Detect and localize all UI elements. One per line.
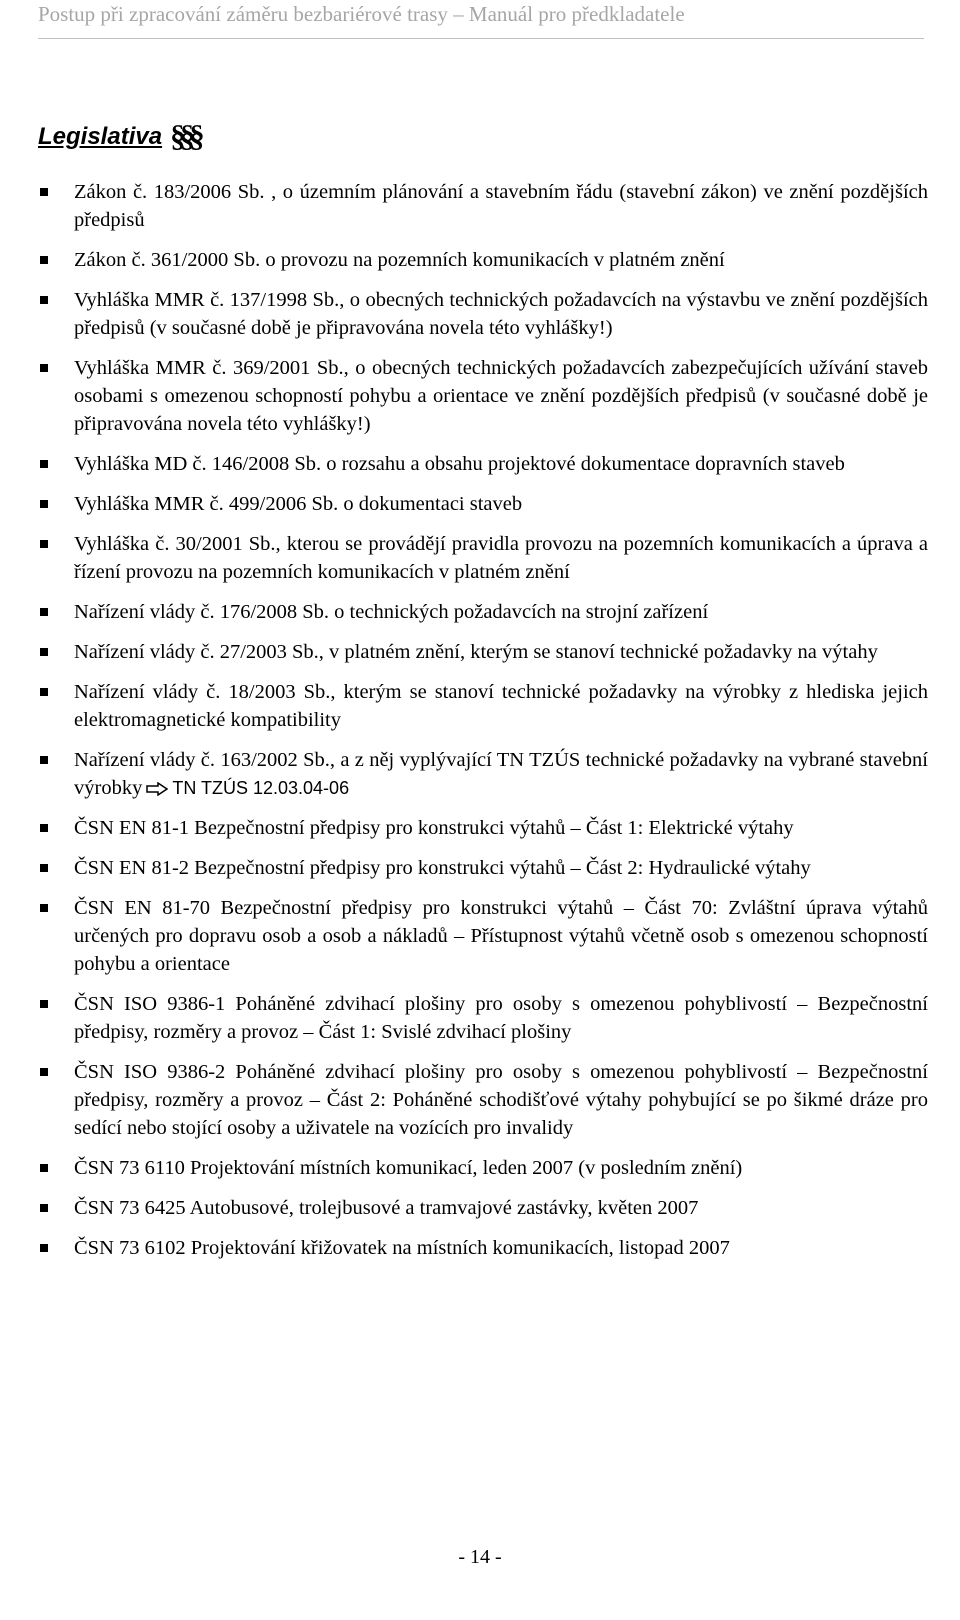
square-bullet-icon	[40, 364, 48, 372]
header-divider	[38, 38, 924, 39]
square-bullet-icon	[40, 460, 48, 468]
legislation-item	[40, 638, 928, 666]
legislation-item	[40, 246, 928, 274]
legislation-item	[40, 678, 928, 734]
square-bullet-icon	[40, 500, 48, 508]
legislation-item-text: Zákon č. 183/2006 Sb. , o územním plánování a stavebním řádu (stavební zákon) ve znění pozdějších předpisů	[74, 181, 928, 231]
legislation-item	[40, 894, 928, 978]
square-bullet-icon	[40, 1204, 48, 1212]
legislation-item	[40, 1234, 928, 1262]
legislation-item	[40, 814, 928, 842]
section-title	[38, 116, 199, 152]
square-bullet-icon	[40, 1244, 48, 1252]
legislation-item	[40, 990, 928, 1046]
square-bullet-icon	[40, 824, 48, 832]
legislation-item	[40, 286, 928, 342]
legislation-item-text: ČSN 73 6102 Projektování křižovatek na místních komunikacích, listopad 2007	[74, 1237, 730, 1259]
square-bullet-icon	[40, 296, 48, 304]
legislation-item-text: ČSN ISO 9386-2 Poháněné zdvihací plošiny pro osoby s omezenou pohyblivostí – Bezpečnostní předpisy, rozměry a provoz – Část 2: Poháněné schodišťové výtahy pohybující se po šikmé dráze pro sedící nebo stojící osoby a uživatele na vozících pro invalidy	[74, 1061, 928, 1139]
section-title-text: Legislativa	[38, 123, 163, 150]
legislation-item	[40, 354, 928, 438]
legislation-item-text: ČSN EN 81-2 Bezpečnostní předpisy pro konstrukci výtahů – Část 2: Hydraulické výtahy	[74, 857, 811, 879]
legislation-item	[40, 854, 928, 882]
legislation-item-text: Vyhláška MMR č. 499/2006 Sb. o dokumentaci staveb	[74, 493, 523, 515]
legislation-item-text: Vyhláška č. 30/2001 Sb., kterou se provádějí pravidla provozu na pozemních komunikacích a úprava a řízení provozu na pozemních komunikacích v platném znění	[74, 533, 928, 583]
square-bullet-icon	[40, 608, 48, 616]
square-bullet-icon	[40, 904, 48, 912]
legislation-item	[40, 450, 928, 478]
legislation-item-text: ČSN 73 6110 Projektování místních komunikací, leden 2007 (v posledním znění)	[74, 1157, 743, 1179]
legislation-item-text: Nařízení vlády č. 27/2003 Sb., v platném znění, kterým se stanoví technické požadavky na výtahy	[74, 641, 878, 663]
legislation-item-text: ČSN EN 81-1 Bezpečnostní předpisy pro konstrukci výtahů – Část 1: Elektrické výtahy	[74, 817, 794, 839]
legislation-item-text: Vyhláška MMR č. 137/1998 Sb., o obecných technických požadavcích na výstavbu ve znění pozdějších předpisů (v současné době je připravována novela této vyhlášky!)	[74, 289, 928, 339]
square-bullet-icon	[40, 188, 48, 196]
square-bullet-icon	[40, 648, 48, 656]
square-bullet-icon	[40, 256, 48, 264]
legislation-item-text: Vyhláška MD č. 146/2008 Sb. o rozsahu a obsahu projektové dokumentace dopravních staveb	[74, 453, 845, 475]
page-number: - 14 -	[458, 1546, 502, 1568]
legislation-item-text: Nařízení vlády č. 176/2008 Sb. o technických požadavcích na strojní zařízení	[74, 601, 709, 623]
square-bullet-icon	[40, 688, 48, 696]
square-bullet-icon	[40, 540, 48, 548]
square-bullet-icon	[40, 1000, 48, 1008]
legislation-item	[40, 1058, 928, 1142]
legislation-item-text: Nařízení vlády č. 18/2003 Sb., kterým se stanoví technické požadavky na výrobky z hlediska jejich elektromagnetické kompatibility	[74, 681, 928, 731]
running-header: Postup při zpracování záměru bezbariérové trasy – Manuál pro předkladatele	[38, 2, 685, 26]
legislation-item	[40, 746, 928, 802]
square-bullet-icon	[40, 864, 48, 872]
legislation-item-text: Vyhláška MMR č. 369/2001 Sb., o obecných technických požadavcích zabezpečujících užívání staveb osobami s omezenou schopností pohybu a orientace ve znění pozdějších předpisů (v současné době je připravována novela této vyhlášky!)	[74, 357, 928, 435]
legislation-item-text: ČSN ISO 9386-1 Poháněné zdvihací plošiny pro osoby s omezenou pohyblivostí – Bezpečnostní předpisy, rozměry a provoz – Část 1: Svislé zdvihací plošiny	[74, 993, 928, 1043]
legislation-item-text: Zákon č. 361/2000 Sb. o provozu na pozemních komunikacích v platném znění	[74, 249, 725, 271]
legislation-item	[40, 490, 928, 518]
legislation-list	[40, 178, 928, 1262]
legislation-item	[40, 178, 928, 234]
square-bullet-icon	[40, 1164, 48, 1172]
legislation-item	[40, 1154, 928, 1182]
legislation-item	[40, 530, 928, 586]
section-sign-icon: §§§	[170, 118, 199, 153]
legislation-item-text: ČSN EN 81-70 Bezpečnostní předpisy pro konstrukci výtahů – Část 70: Zvláštní úprava výtahů určených pro dopravu osob a osob a nákladů – Přístupnost výtahů včetně osob s omezenou schopností pohybu a orientace	[74, 897, 928, 975]
legislation-item	[40, 598, 928, 626]
legislation-item	[40, 1194, 928, 1222]
legislation-item-text: Nařízení vlády č. 163/2002 Sb., a z něj vyplývající TN TZÚS technické požadavky na vybrané stavební výrobky	[74, 749, 928, 799]
hollow-arrow-right-icon	[146, 782, 168, 796]
square-bullet-icon	[40, 1068, 48, 1076]
square-bullet-icon	[40, 756, 48, 764]
legislation-item-text: ČSN 73 6425 Autobusové, trolejbusové a tramvajové zastávky, květen 2007	[74, 1197, 699, 1219]
legislation-item-reference: TN TZÚS 12.03.04-06	[172, 778, 350, 798]
